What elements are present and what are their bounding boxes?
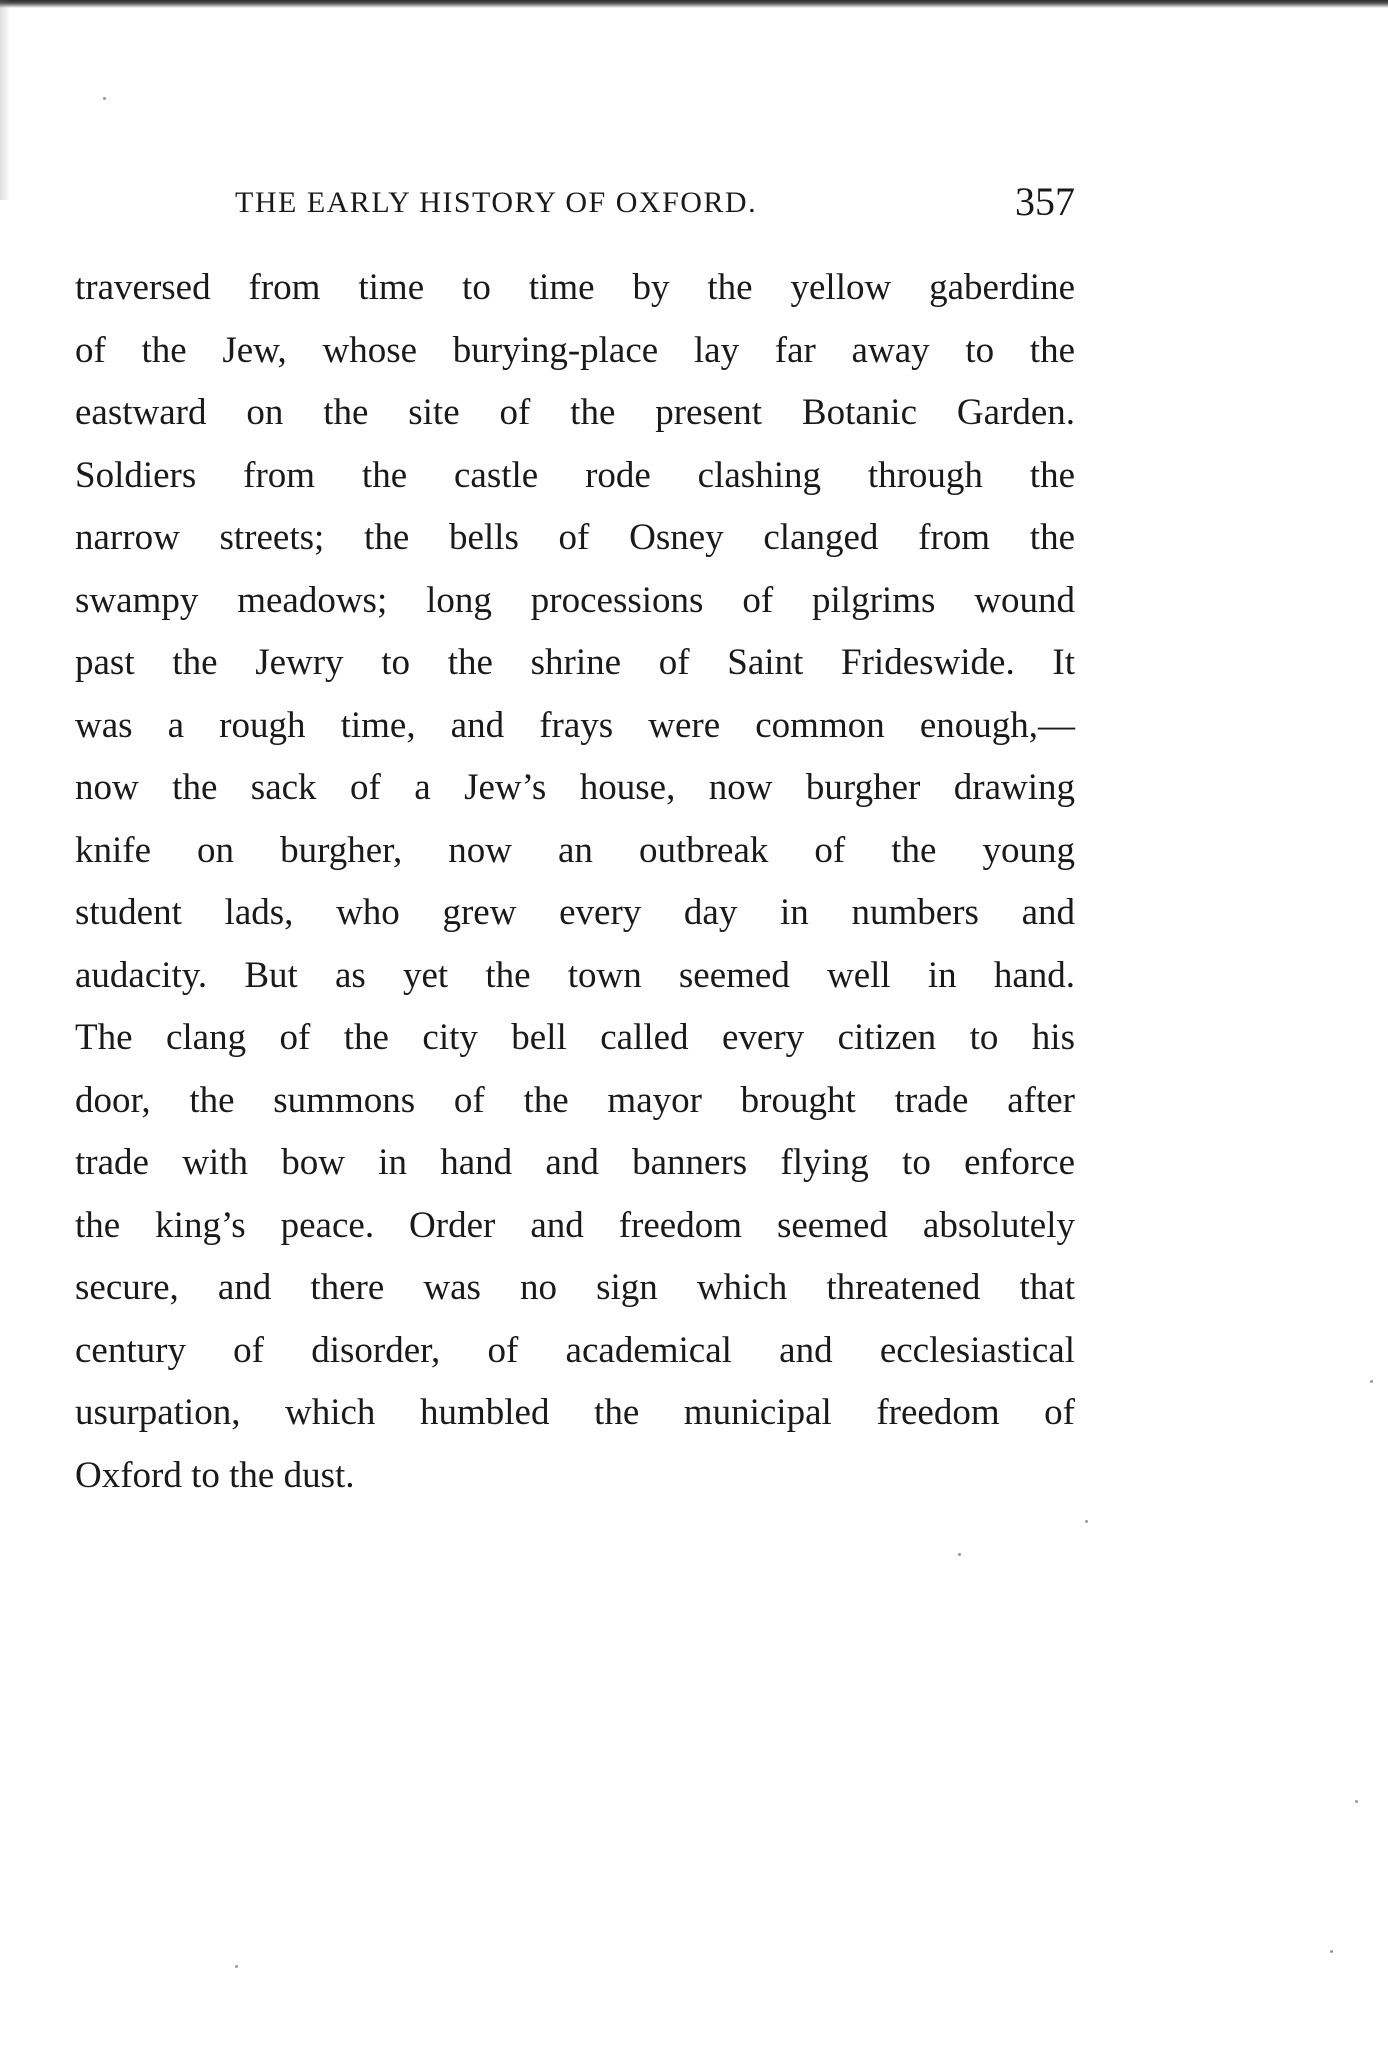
text-line: student lads, who grew every day in numbers and — [75, 892, 1075, 933]
text-line: of the Jew, whose burying-place lay far away to the — [75, 329, 1075, 371]
text-line: door, the summons of the mayor brought trade after — [75, 1079, 1075, 1121]
text-line: was a rough time, and frays were common enough,— — [75, 704, 1075, 746]
scan-speck — [1355, 1800, 1358, 1803]
text-line: past the Jewry to the shrine of Saint Frideswide. It — [75, 642, 1075, 683]
text-line: swampy meadows; long processions of pilgrims wound — [75, 579, 1075, 621]
text-line: audacity. But as yet the town seemed well in hand. — [75, 954, 1075, 996]
text-line: knife on burgher, now an outbreak of the young — [75, 829, 1075, 871]
page-number: 357 — [1015, 179, 1075, 224]
scan-speck — [1330, 1950, 1333, 1953]
text-line: Soldiers from the castle rode clashing through the — [75, 454, 1075, 496]
text-line: usurpation, which humbled the municipal freedom of — [75, 1392, 1075, 1433]
text-line: The clang of the city bell called every citizen to his — [75, 1017, 1075, 1058]
text-line: secure, and there was no sign which threatened that — [75, 1267, 1075, 1308]
body-text — [75, 257, 1075, 1507]
text-line: century of disorder, of academical and ecclesiastical — [75, 1329, 1075, 1371]
running-head — [75, 178, 1075, 228]
scan-left-edge — [0, 0, 10, 200]
text-line: Oxford to the dust. — [75, 1454, 355, 1496]
running-title: THE EARLY HISTORY OF OXFORD. — [235, 186, 758, 219]
text-line: narrow streets; the bells of Osney clanged from the — [75, 517, 1075, 558]
scan-speck — [1370, 1380, 1373, 1383]
scan-top-edge — [0, 0, 1388, 8]
text-line: traversed from time to time by the yellow gaberdine — [75, 267, 1075, 308]
text-line: eastward on the site of the present Botanic Garden. — [75, 392, 1075, 433]
scan-speck — [1085, 1520, 1088, 1523]
scan-speck — [235, 1965, 238, 1968]
text-line: now the sack of a Jew’s house, now burgher drawing — [75, 767, 1075, 808]
scan-speck — [103, 97, 106, 100]
text-line: the king’s peace. Order and freedom seemed absolutely — [75, 1204, 1075, 1246]
text-line: trade with bow in hand and banners flying to enforce — [75, 1142, 1075, 1183]
scan-speck — [958, 1553, 961, 1556]
